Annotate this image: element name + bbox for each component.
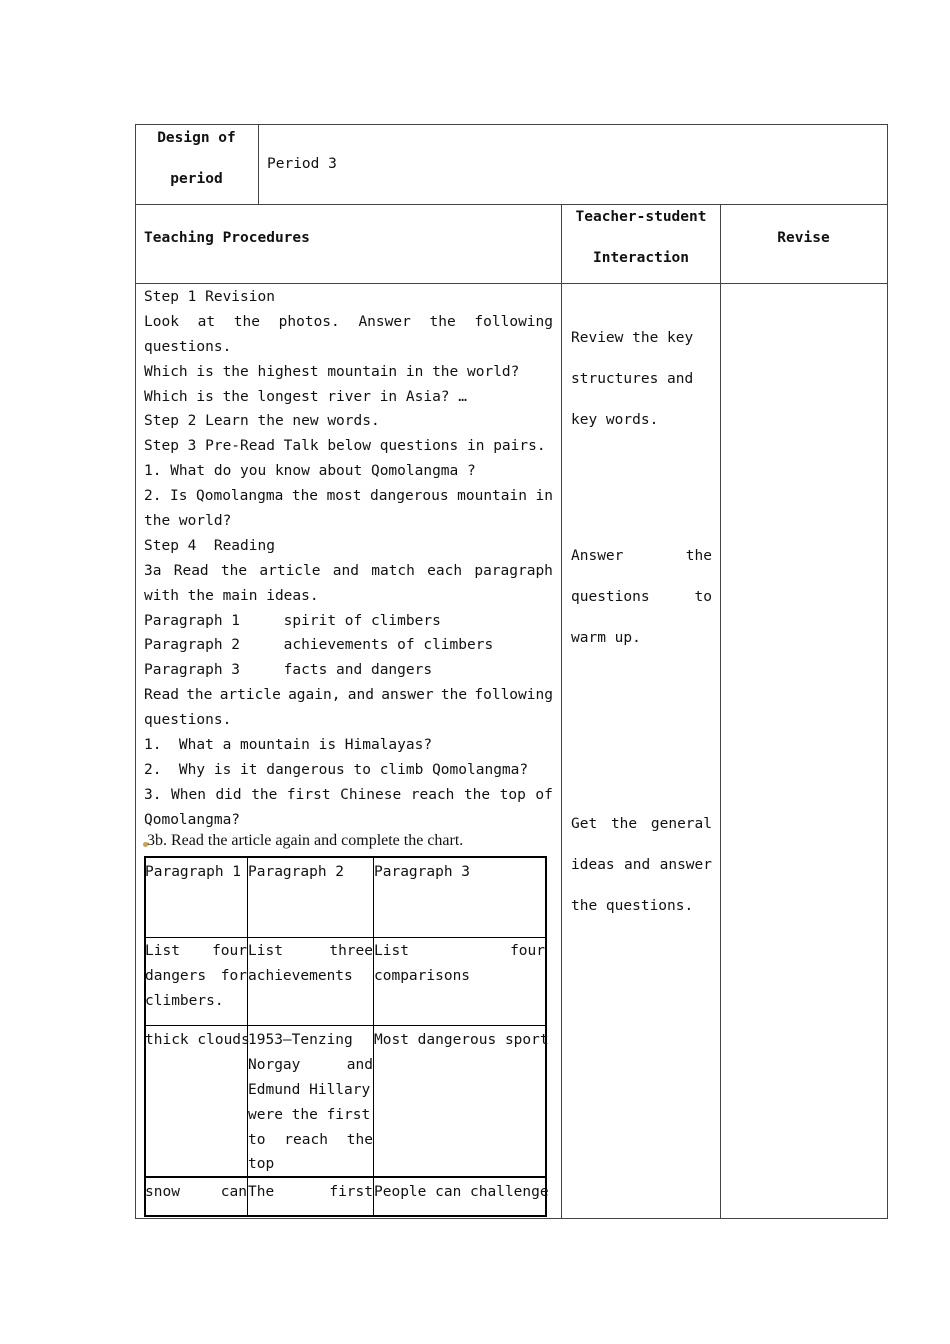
proc-line: questions. <box>144 338 232 355</box>
proc-word: dangerous <box>370 488 449 505</box>
interaction-block-1: Review the key structures and key words. <box>571 330 694 428</box>
proc-word: the <box>251 786 278 803</box>
proc-word: Is <box>170 488 188 505</box>
proc-line-justified <box>144 683 553 708</box>
table-border-right <box>887 124 888 1219</box>
chart-cell-r1c1: List four dangers for climbers. <box>145 943 247 1009</box>
proc-word: and <box>347 687 374 704</box>
proc-word: top <box>499 786 526 803</box>
proc-word: the <box>429 313 456 330</box>
proc-word: paragraph <box>474 562 553 579</box>
proc-line: Paragraph 2 achievements of climbers <box>144 637 494 654</box>
proc-word: the <box>233 313 260 330</box>
proc-word: at <box>197 313 216 330</box>
proc-word: of <box>535 786 553 803</box>
proc-word: Read <box>144 687 179 704</box>
table-border-bottom <box>135 1218 888 1219</box>
proc-line-justified <box>144 484 553 509</box>
proc-line: Paragraph 3 facts and dangers <box>144 662 433 679</box>
proc-word: the <box>440 687 468 704</box>
chart-instruction: 3b. Read the article again and complete the chart. <box>147 832 464 849</box>
chart-cell-r2c1: thick clouds <box>145 1032 250 1048</box>
proc-word: answer <box>381 687 434 704</box>
chart-cell-r3c3: People can challenge <box>374 1184 549 1200</box>
proc-word: following <box>474 313 553 330</box>
proc-word: Qomolangma <box>196 488 284 505</box>
proc-word: reach <box>410 786 455 803</box>
table-border-row1 <box>135 204 888 205</box>
table-border-left <box>135 124 136 1219</box>
proc-line: Qomolangma? <box>144 811 241 828</box>
proc-word: mountain <box>457 488 527 505</box>
proc-word: match <box>371 562 415 579</box>
proc-word: and <box>332 562 359 579</box>
chart-cell-r2c2: 1953—Tenzing Norgay and Edmund Hillary were the first to reach the top <box>248 1032 373 1173</box>
proc-word: 3a <box>144 562 162 579</box>
proc-line: the world? <box>144 513 232 530</box>
proc-word: in <box>535 488 553 505</box>
chart-header-1: Paragraph 1 <box>145 864 242 880</box>
proc-word: each <box>427 562 463 579</box>
proc-word: did <box>215 786 242 803</box>
proc-word: 2. <box>144 488 162 505</box>
chart-cell-r3c2: The first <box>248 1184 373 1200</box>
proc-word: photos. <box>278 313 340 330</box>
proc-line: questions. <box>144 712 232 729</box>
chart-table <box>144 856 547 1218</box>
proc-word: article <box>259 562 321 579</box>
proc-line-justified <box>144 559 553 584</box>
chart-cell-r1c2: List three achievements <box>248 943 373 984</box>
design-divider <box>258 124 259 204</box>
proc-word: the <box>220 562 248 579</box>
proc-word: again, <box>288 687 341 704</box>
proc-line-justified <box>144 310 553 335</box>
proc-line: Paragraph 1 spirit of climbers <box>144 612 441 629</box>
proc-word: first <box>286 786 331 803</box>
proc-word: most <box>326 488 362 505</box>
col-header-interaction: Teacher-student Interaction <box>575 209 707 266</box>
proc-line: Step 1 Revision <box>144 289 275 305</box>
proc-word: Read <box>173 562 209 579</box>
proc-line: Step 3 Pre-Read Talk below questions in pairs. <box>144 438 546 455</box>
period-value: Period 3 <box>267 156 337 172</box>
proc-line: Step 4 Reading <box>144 537 275 554</box>
proc-line: Which is the highest mountain in the world? <box>144 363 520 380</box>
proc-line: Which is the longest river in Asia? … <box>144 388 468 405</box>
procedures-divider <box>561 204 562 1219</box>
interaction-divider <box>720 204 721 1219</box>
chart-header-2: Paragraph 2 <box>248 864 345 880</box>
chart-cell-r2c3: Most dangerous sport <box>374 1032 549 1048</box>
interaction-block-2: Answer the questions to warm up. <box>571 548 712 646</box>
proc-line: 1. What a mountain is Himalayas? <box>144 737 433 754</box>
proc-word: 3. <box>144 786 162 803</box>
proc-line: 1. What do you know about Qomolangma ? <box>144 463 476 480</box>
chart-cell-r1c3: List four comparisons <box>374 943 545 984</box>
procedures-content <box>144 285 553 833</box>
proc-line: 2. Why is it dangerous to climb Qomolangma? <box>144 761 529 778</box>
proc-word: the <box>463 786 491 803</box>
col-header-revise: Revise <box>777 230 830 246</box>
proc-line: with the main ideas. <box>144 587 319 604</box>
table-border-row2 <box>135 283 888 284</box>
proc-word: Chinese <box>340 786 402 803</box>
col-header-procedures: Teaching Procedures <box>144 230 310 246</box>
proc-line-justified <box>144 783 553 808</box>
proc-line: Step 2 Learn the new words. <box>144 413 380 430</box>
proc-word: Look <box>144 313 179 330</box>
design-of-period-label: Design of period <box>157 130 236 187</box>
chart-cell-r3c1: snow can <box>145 1184 247 1200</box>
proc-word: following <box>474 687 553 704</box>
proc-word: the <box>291 488 319 505</box>
proc-word: Answer <box>358 313 411 330</box>
proc-word: the <box>186 687 213 704</box>
proc-word: When <box>171 786 206 803</box>
proc-word: article <box>219 687 281 704</box>
interaction-block-3: Get the general ideas and answer the questions. <box>571 816 712 914</box>
chart-header-3: Paragraph 3 <box>374 864 471 880</box>
